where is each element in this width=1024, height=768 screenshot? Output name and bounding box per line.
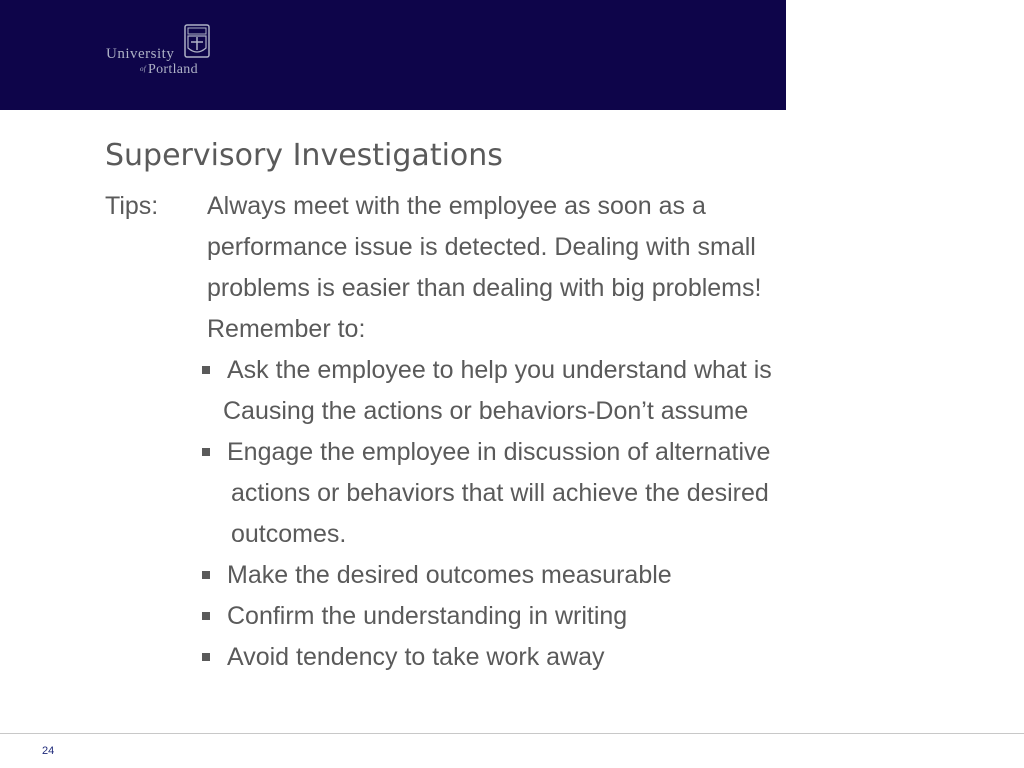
bullet-line: Confirm the understanding in writing [227,602,628,630]
bullet-marker-icon [202,653,210,661]
bullet-marker-icon [202,571,210,579]
logo-word-of: of [140,65,147,73]
bullet-marker-icon [202,366,210,374]
slide-title: Supervisory Investigations [105,138,503,173]
bullet-line: outcomes. [231,520,347,548]
bullet-line: actions or behaviors that will achieve the desired [231,479,769,507]
bullet-line: Causing the actions or behaviors-Don’t assume [223,397,749,425]
intro-line: Always meet with the employee as soon as a [207,192,706,220]
bullet-marker-icon [202,612,210,620]
intro-line: problems is easier than dealing with big problems! [207,274,762,302]
intro-line: performance issue is detected. Dealing with small [207,233,756,261]
bullet-line: Ask the employee to help you understand what is [227,356,772,384]
bullet-line: Engage the employee in discussion of alternative [227,438,771,466]
bullet-line: Avoid tendency to take work away [227,643,605,671]
logo-word-university: University [106,46,175,62]
university-logo [100,22,240,82]
logo-word-portland [140,62,198,78]
intro-line: Remember to: [207,315,366,343]
bullet-line: Make the desired outcomes measurable [227,561,672,589]
header-band [0,0,786,110]
logo-word-portland-text: Portland [148,62,198,77]
page-number: 24 [42,745,55,757]
university-seal-icon [184,24,210,58]
bullet-marker-icon [202,448,210,456]
footer-divider [0,733,1024,734]
tips-label: Tips: [105,192,159,220]
